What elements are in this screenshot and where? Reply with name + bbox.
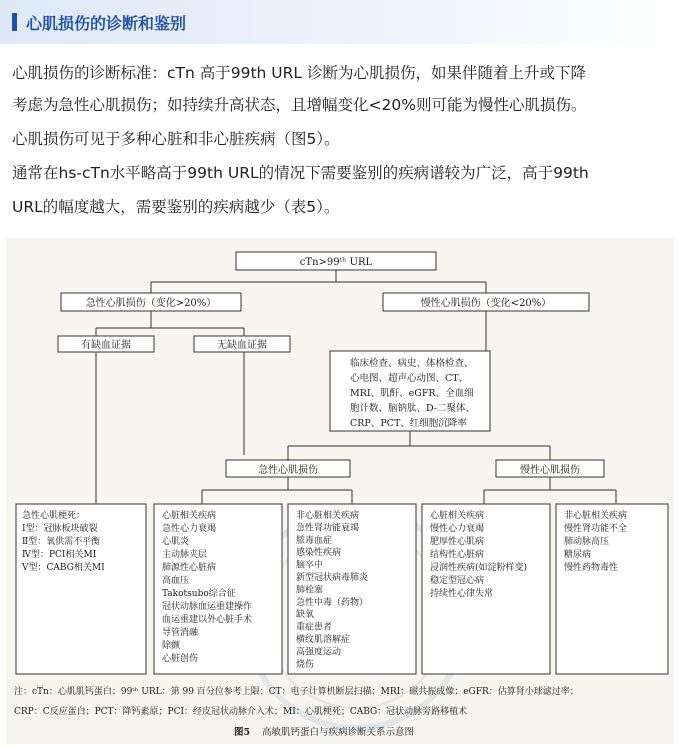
chronic-cardiac-item: 持续性心律失常 [430, 589, 494, 599]
paragraph-line-5: URL的幅度越大，需要鉴别的疾病越少（表5）。 [12, 198, 340, 216]
acute-noncardiac-item: 烧伤 [296, 659, 315, 670]
acute-noncardiac-item: 急性中毒（药物） [296, 597, 369, 608]
acute-noncardiac-item: 高强度运动 [296, 647, 342, 658]
ctn-threshold-label: cTn>99ᵗʰ URL [299, 257, 373, 268]
acute-cardiac-item: 冠状动脉血运重建操作 [162, 602, 253, 612]
acute-noncardiac-item: 肺栓塞 [296, 585, 324, 596]
chronic-noncardiac-item: 肺动脉高压 [564, 537, 610, 547]
exam-line-4: 胞计数、脑钠肽、D-二聚体、 [350, 403, 476, 414]
exam-line-2: 心电图、超声心动图、CT、 [350, 373, 469, 384]
figure-note-line-1: 注：cTn：心肌肌钙蛋白；99ᵗʰ URL：第 99 百分位参考上限；CT：电子计算机断层扫描；MRI：磁共振成像；eGFR：估算肾小球滤过率； [14, 687, 579, 697]
paragraph-line-4: 通常在hs-cTn水平略高于99th URL的情况下需要鉴别的疾病谱较为广泛，高于99th [12, 164, 589, 182]
flowchart-svg [6, 238, 674, 744]
figure-note-line-2: CRP：C反应蛋白；PCT：降钙素原；PCI：经皮冠状动脉介入术；MI：心肌梗死；CABG：冠状动脉旁路移植术 [14, 707, 468, 717]
chronic-noncardiac-item: 糖尿病 [564, 550, 592, 560]
exam-line-1: 临床检查、病史、体格检查、 [350, 358, 474, 369]
acute-cardiac-item: 心脏创伤 [162, 654, 199, 664]
mi-type-item: Ⅳ型：PCI相关MI [22, 550, 97, 560]
acute-noncardiac-item: 缺氧 [296, 610, 315, 621]
acute-cardiac-item: 肺源性心脏病 [162, 563, 217, 573]
with-ischemia-label: 有缺血证据 [81, 340, 131, 351]
acute-noncardiac-item: 新型冠状病毒肺炎 [296, 573, 369, 583]
acute-noncardiac-item: 脑卒中 [296, 560, 324, 571]
acute-noncardiac-item: 横纹肌溶解症 [296, 635, 351, 645]
without-ischemia-label: 无缺血证据 [217, 340, 267, 351]
acute-cardiac-item: 心脏相关疾病 [162, 511, 217, 521]
acute-noncardiac-item: 急性肾功能衰竭 [296, 523, 360, 534]
paragraph-line-2: 考虑为急性心肌损伤；如持续升高状态，且增幅变化<20%则可能为慢性心肌损伤。 [12, 96, 587, 114]
mi-type-item: 急性心肌梗死： [22, 511, 86, 521]
acute-noncardiac-item: 感染性疾病 [296, 548, 342, 559]
figure-caption-text: 高敏肌钙蛋白与疾病诊断关系示意图 [262, 727, 415, 738]
section-header [0, 0, 680, 44]
section-title: 心肌损伤的诊断和鉴别 [26, 14, 187, 33]
chronic-injury-label: 慢性心肌损伤 [520, 465, 580, 476]
chronic-noncardiac-item: 慢性药物毒性 [564, 563, 619, 573]
acute-change-label: 急性心肌损伤（变化>20%） [85, 298, 217, 309]
acute-cardiac-item: 急性心力衰竭 [162, 524, 217, 534]
acute-cardiac-item: 心肌炎 [162, 537, 190, 547]
chronic-noncardiac-item: 非心脏相关疾病 [564, 511, 628, 521]
paragraph-line-3: 心肌损伤可见于多种心脏和非心脏疾病（图5）。 [12, 130, 340, 148]
chronic-change-label: 慢性心肌损伤（变化<20%） [420, 298, 552, 309]
chronic-noncardiac-item: 慢性肾功能不全 [564, 524, 628, 534]
acute-cardiac-item: Takotsubo综合征 [162, 589, 236, 599]
header-accent-bar [12, 13, 17, 31]
diagnosis-flowchart-figure [6, 238, 674, 744]
chronic-cardiac-item: 稳定型冠心病 [430, 576, 485, 586]
chronic-cardiac-item: 浸润性疾病(如淀粉样变) [430, 563, 528, 573]
chronic-cardiac-item: 心脏相关疾病 [430, 511, 485, 521]
acute-injury-label: 急性心肌损伤 [258, 465, 318, 476]
acute-noncardiac-item: 重症患者 [296, 622, 333, 633]
chronic-cardiac-item: 结构性心脏病 [430, 550, 485, 560]
acute-cardiac-item: 高血压 [162, 576, 190, 586]
exam-line-3: MRI、肌酐、eGFR、全血细 [350, 388, 474, 399]
chronic-cardiac-item: 肥厚性心肌病 [430, 537, 485, 547]
mi-type-item: Ⅱ型：氧供需不平衡 [22, 537, 101, 547]
figure-caption-label: 图5 [234, 727, 251, 738]
mi-type-item: Ⅴ型：CABG相关MI [22, 563, 105, 573]
acute-noncardiac-item: 非心脏相关疾病 [296, 511, 360, 521]
acute-cardiac-item: 除颤 [162, 641, 181, 651]
acute-noncardiac-item: 脓毒血症 [296, 535, 333, 546]
acute-cardiac-item: 主动脉夹层 [162, 550, 208, 560]
chronic-cardiac-item: 慢性心力衰竭 [430, 524, 485, 534]
acute-cardiac-item: 导管消融 [162, 628, 199, 638]
exam-line-5: CRP、PCT、红细胞沉降率 [350, 418, 467, 429]
acute-cardiac-item: 血运重建以外心脏手术 [162, 615, 253, 625]
paragraph-line-1: 心肌损伤的诊断标准：cTn 高于99th URL 诊断为心肌损伤，如果伴随着上升或下降 [12, 64, 586, 82]
mi-type-item: Ⅰ型：冠脉板块破裂 [22, 524, 98, 534]
